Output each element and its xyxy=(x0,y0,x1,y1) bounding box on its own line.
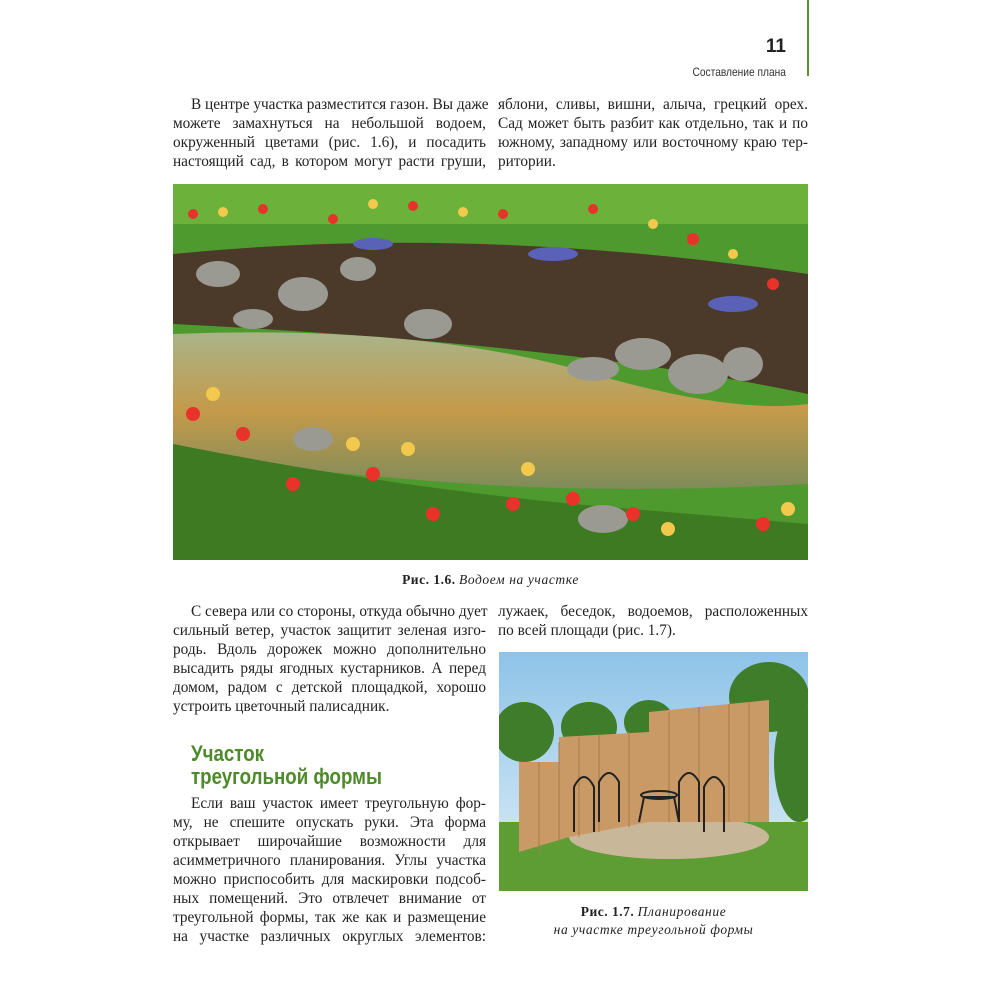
figure-title-line: Планирование xyxy=(637,904,727,919)
text-line: ных помещений. Это отвлечет внимание от xyxy=(173,890,486,907)
intro-right-column xyxy=(498,95,808,171)
figure-1-7-caption xyxy=(499,903,808,939)
figure-title: Водоем на участке xyxy=(458,572,579,587)
text-line: асимметричного планирования. Углы участка xyxy=(173,852,486,869)
para2-right-column xyxy=(498,602,808,640)
text-line: на участке различных округлых элементов: xyxy=(173,928,486,945)
text-line: южному, западному или восточному краю тер- xyxy=(498,134,808,151)
text-line: окруженный цветами (рис. 1.6), и посадить xyxy=(173,134,486,151)
margin-rule xyxy=(807,0,809,76)
text-line: устроить цветочный палисадник. xyxy=(173,698,390,715)
para2-left-column xyxy=(173,602,486,716)
text-line: треугольной формы, так же как и размещение xyxy=(173,909,486,926)
figure-1-6-caption xyxy=(173,571,808,589)
running-head: Составление плана xyxy=(692,65,786,79)
intro-left-column xyxy=(173,95,489,171)
figure-title-line: на участке треугольной формы xyxy=(553,922,754,937)
section-body xyxy=(173,794,486,946)
text-line: Сад может быть разбит как отдельно, так и по xyxy=(498,115,808,132)
text-line: можно приспособить для маскировки подсоб- xyxy=(173,871,486,888)
text-line: можете замахнуться на небольшой водоем, xyxy=(173,115,486,132)
text-line: домом, радом с детской площадкой, хорошо xyxy=(173,679,486,696)
text-line: родь. Вдоль дорожек можно дополнительно xyxy=(173,641,486,658)
patio-photo xyxy=(499,652,808,891)
text-line: открывает широчайшие возможности для xyxy=(173,833,486,850)
text-line: ритории. xyxy=(498,153,556,170)
pond-photo xyxy=(173,184,808,560)
text-line: высадить ряды ягодных кустарников. А перед xyxy=(173,660,486,677)
text-line: му, не спешите опускать руки. Эта форма xyxy=(173,814,486,831)
text-line: В центре участка разместится газон. Вы даже xyxy=(191,96,489,113)
text-line: сильный ветер, участок защитит зеленая изго- xyxy=(173,622,486,639)
heading-line: треугольной формы xyxy=(191,764,382,789)
text-line: яблони, сливы, вишни, алыча, грецкий орех. xyxy=(498,96,808,113)
page-number: 11 xyxy=(765,36,786,57)
text-line: Если ваш участок имеет треугольную фор- xyxy=(191,795,486,812)
figure-label: Рис. 1.6. xyxy=(402,572,456,587)
text-line: лужаек, беседок, водоемов, расположенных xyxy=(498,603,808,620)
heading-line: Участок xyxy=(191,741,264,766)
text-line: по всей площади (рис. 1.7). xyxy=(498,622,676,639)
text-line: настоящий сад, в котором могут расти груши, xyxy=(173,153,486,170)
section-heading xyxy=(191,742,382,788)
text-line: С севера или со стороны, откуда обычно дует xyxy=(191,603,488,620)
figure-label: Рис. 1.7. xyxy=(580,904,635,919)
